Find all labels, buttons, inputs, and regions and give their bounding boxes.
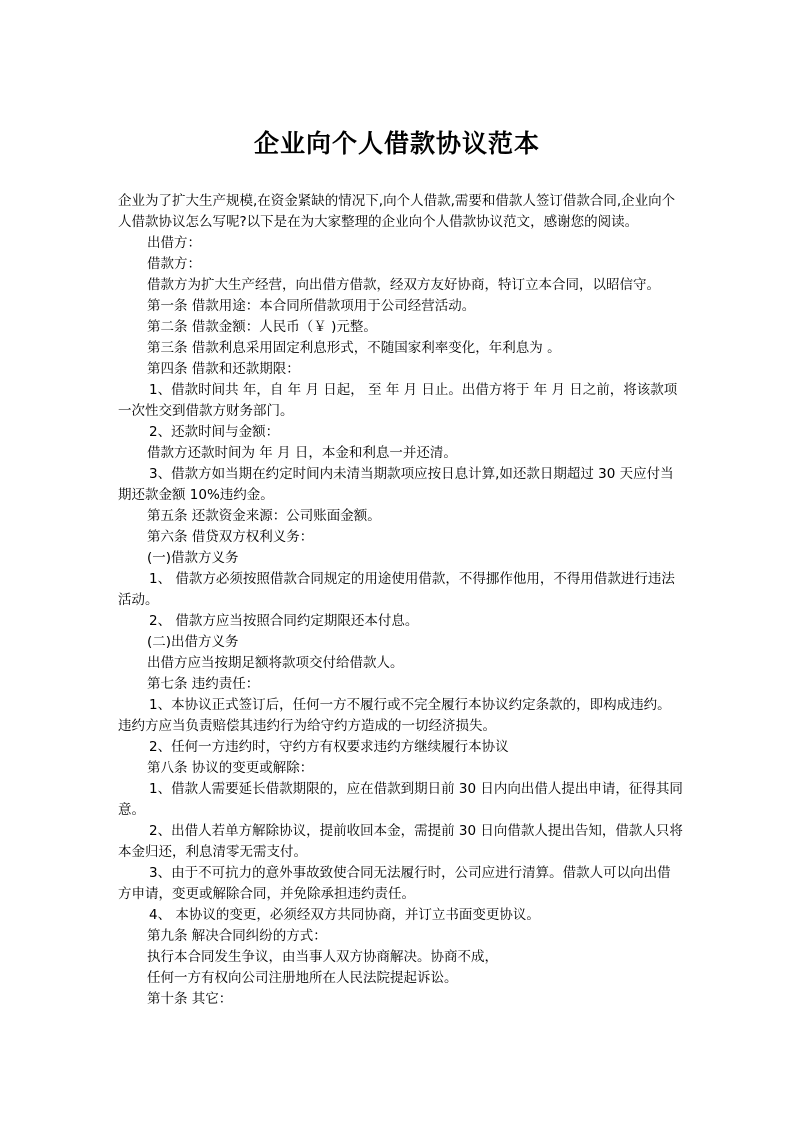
article-6: 第六条 借贷双方权利义务： xyxy=(147,529,314,545)
document-title: 企业向个人借款协议范本 xyxy=(253,129,540,158)
borrower-obligation-1: 1、 借款方必须按照借款合同规定的用途使用借款，不得挪作他用，不得用借款进行违法活动。 xyxy=(118,571,675,608)
article-8-item-4: 4、 本协议的变更，必须经双方共同协商，并订立书面变更协议。 xyxy=(149,907,540,923)
article-9: 第九条 解决合同纠纷的方式： xyxy=(147,928,327,944)
article-8-item-2: 2、出借人若单方解除协议，提前收回本金，需提前 30 日向借款人提出告知，借款人只将本金归还，利息清零无需支付。 xyxy=(118,823,683,860)
article-8-item-1: 1、借款人需要延长借款期限的，应在借款到期日前 30 日内向出借人提出申请，征得其同意。 xyxy=(118,781,683,818)
article-9-line-1: 执行本合同发生争议，由当事人双方协商解决。协商不成， xyxy=(147,949,498,965)
article-10: 第十条 其它： xyxy=(147,991,233,1007)
article-4-item-1: 1、借款时间共 年，自 年 月 日起， 至 年 月 日止。出借方将于 年 月 日之前，将该款项一次性交到借款方财务部门。 xyxy=(118,382,678,419)
article-7: 第七条 违约责任： xyxy=(147,676,260,692)
lender-obligations-heading: (二)出借方义务 xyxy=(147,634,239,650)
article-9-line-2: 任何一方有权向公司注册地所在人民法院提起诉讼。 xyxy=(147,970,458,986)
lender-obligation-1: 出借方应当按期足额将款项交付给借款人。 xyxy=(147,655,404,671)
article-8: 第八条 协议的变更或解除： xyxy=(147,760,314,776)
borrower-obligations-heading: (一)借款方义务 xyxy=(147,550,239,566)
article-7-item-1: 1、本协议正式签订后，任何一方不履行或不完全履行本协议约定条款的，即构成违约。违约方应当负责赔偿其违约行为给守约方造成的一切经济损失。 xyxy=(118,697,671,734)
article-5: 第五条 还款资金来源：公司账面金额。 xyxy=(147,508,381,524)
document-body xyxy=(118,191,684,1010)
article-4-item-2: 2、还款时间与金额： xyxy=(149,424,280,440)
article-2: 第二条 借款金额：人民币（￥ )元整。 xyxy=(147,319,377,335)
article-3: 第三条 借款利息采用固定利息形式，不随国家利率变化，年利息为 。 xyxy=(147,340,561,356)
borrower-line: 借款方： xyxy=(147,256,201,272)
article-8-item-3: 3、由于不可抗力的意外事故致使合同无法履行时，公司应进行清算。借款人可以向出借方申请，变更或解除合同，并免除承担违约责任。 xyxy=(118,865,671,902)
article-7-item-2: 2、任何一方违约时，守约方有权要求违约方继续履行本协议 xyxy=(149,739,509,755)
article-4-repayment-line: 借款方还款时间为 年 月 日，本金和利息一并还清。 xyxy=(147,445,457,461)
article-4: 第四条 借款和还款期限： xyxy=(147,361,300,377)
lender-line: 出借方： xyxy=(147,235,201,251)
borrower-obligation-2: 2、 借款方应当按照合同约定期限还本付息。 xyxy=(149,613,419,629)
intro-paragraph: 企业为了扩大生产规模,在资金紧缺的情况下,向个人借款,需要和借款人签订借款合同,企业向个人借款协议怎么写呢?以下是在为大家整理的企业向个人借款协议范文，感谢您的阅读。 xyxy=(118,193,676,230)
preamble-paragraph: 借款方为扩大生产经营，向出借方借款，经双方友好协商，特订立本合同，以昭信守。 xyxy=(147,277,660,293)
article-1: 第一条 借款用途：本合同所借款项用于公司经营活动。 xyxy=(147,298,476,314)
article-4-item-3: 3、借款方如当期在约定时间内未清当期款项应按日息计算,如还款日期超过 30 天应付当期还款金额 10%违约金。 xyxy=(118,466,674,503)
